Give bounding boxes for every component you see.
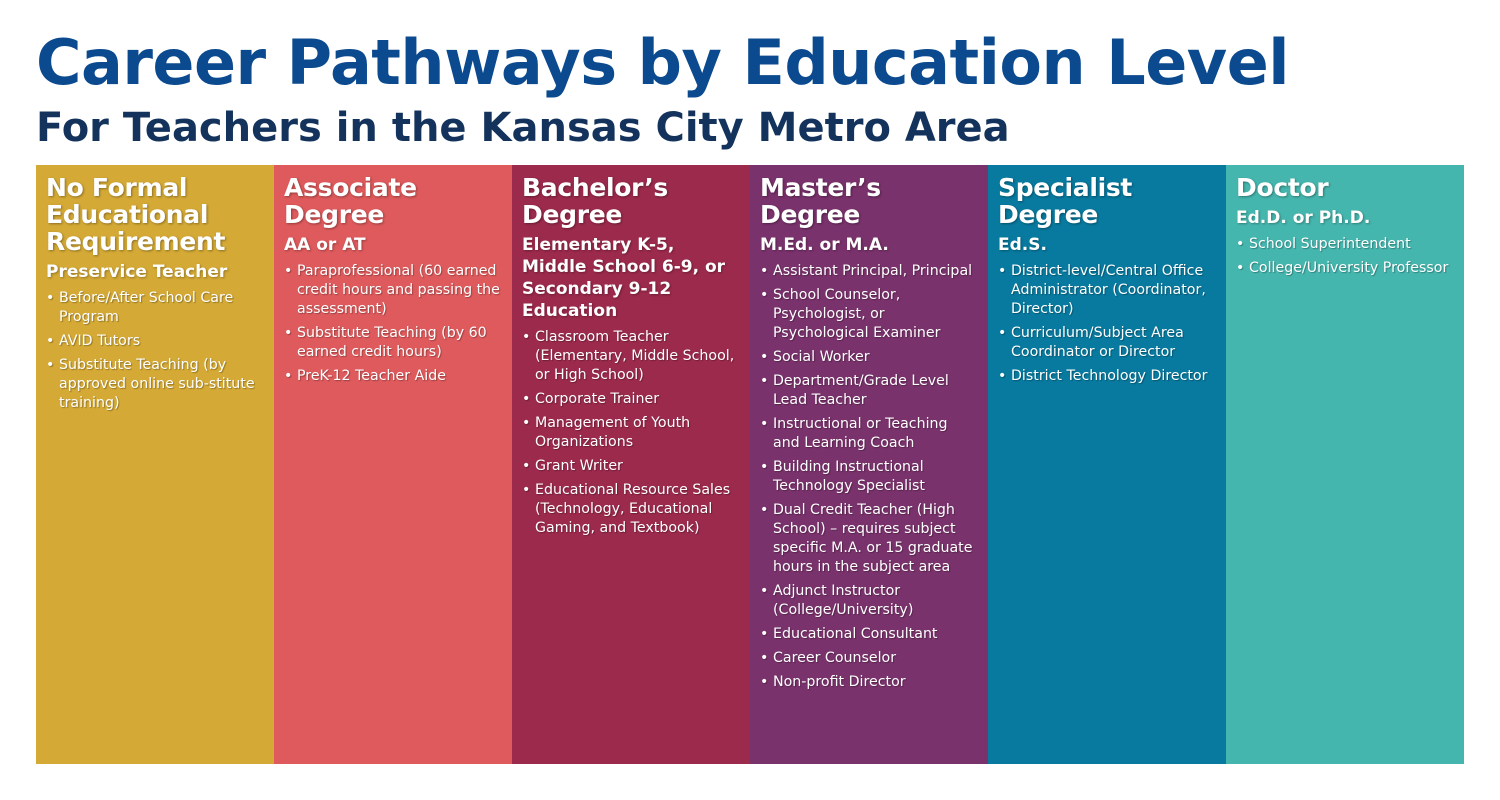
list-item: • Paraprofessional (60 earned credit hours and passing the assessment): [284, 262, 502, 319]
list-item: • Non-profit Director: [760, 673, 978, 692]
list-item: • Adjunct Instructor (College/University): [760, 582, 978, 620]
list-item: • School Superintendent: [1236, 235, 1454, 254]
column-associate: [274, 165, 512, 764]
column-heading: No Formal Educational Requirement: [46, 173, 226, 256]
career-list: [522, 328, 740, 538]
career-list: [760, 262, 978, 692]
list-item: • Before/After School Care Program: [46, 289, 264, 327]
list-item: • College/University Professor: [1236, 259, 1454, 278]
column-specialist: [988, 165, 1226, 764]
list-item: • Corporate Trainer: [522, 390, 740, 409]
list-item: • District-level/Central Office Administrator (Coordinator, Director): [998, 262, 1216, 319]
column-heading: Bachelor’s Degree: [522, 173, 668, 229]
column-heading: Doctor: [1236, 173, 1329, 202]
career-list: [46, 289, 264, 413]
list-item: • School Counselor, Psychologist, or Psychological Examiner: [760, 286, 978, 343]
page-title: Career Pathways by Education Level: [36, 26, 1290, 99]
list-item: • Educational Consultant: [760, 625, 978, 644]
list-item: • Educational Resource Sales (Technology, Educational Gaming, and Textbook): [522, 481, 740, 538]
column-no-formal: [36, 165, 274, 764]
column-subheading: Preservice Teacher: [46, 262, 228, 282]
column-doctor: [1226, 165, 1464, 764]
list-item: • Management of Youth Organizations: [522, 414, 740, 452]
page-subtitle: For Teachers in the Kansas City Metro Area: [36, 105, 1010, 151]
column-bachelors: [512, 165, 750, 764]
list-item: • PreK-12 Teacher Aide: [284, 367, 502, 386]
column-subheading: AA or AT: [284, 235, 366, 255]
column-heading: Associate Degree: [284, 173, 417, 229]
pathway-columns: [36, 165, 1464, 764]
list-item: • Social Worker: [760, 348, 978, 367]
list-item: • Substitute Teaching (by 60 earned credit hours): [284, 324, 502, 362]
column-heading: Master’s Degree: [760, 173, 881, 229]
career-list: [284, 262, 502, 386]
column-masters: [750, 165, 988, 764]
list-item: • Department/Grade Level Lead Teacher: [760, 372, 978, 410]
list-item: • Instructional or Teaching and Learning Coach: [760, 415, 978, 453]
list-item: • Career Counselor: [760, 649, 978, 668]
list-item: • Grant Writer: [522, 457, 740, 476]
column-subheading: M.Ed. or M.A.: [760, 235, 889, 255]
column-heading: Specialist Degree: [998, 173, 1133, 229]
list-item: • Curriculum/Subject Area Coordinator or Director: [998, 324, 1216, 362]
list-item: • AVID Tutors: [46, 332, 264, 351]
list-item: • Dual Credit Teacher (High School) – requires subject specific M.A. or 15 graduate hours in the subject area: [760, 501, 978, 577]
list-item: • Building Instructional Technology Specialist: [760, 458, 978, 496]
list-item: • Assistant Principal, Principal: [760, 262, 978, 281]
career-list: [998, 262, 1216, 386]
column-subheading: Ed.D. or Ph.D.: [1236, 208, 1371, 228]
column-subheading: Ed.S.: [998, 235, 1047, 255]
column-subheading: Elementary K-5, Middle School 6-9, or Secondary 9-12 Education: [522, 235, 726, 321]
list-item: • Substitute Teaching (by approved online sub-stitute training): [46, 356, 264, 413]
list-item: • Classroom Teacher (Elementary, Middle School, or High School): [522, 328, 740, 385]
career-list: [1236, 235, 1454, 278]
list-item: • District Technology Director: [998, 367, 1216, 386]
